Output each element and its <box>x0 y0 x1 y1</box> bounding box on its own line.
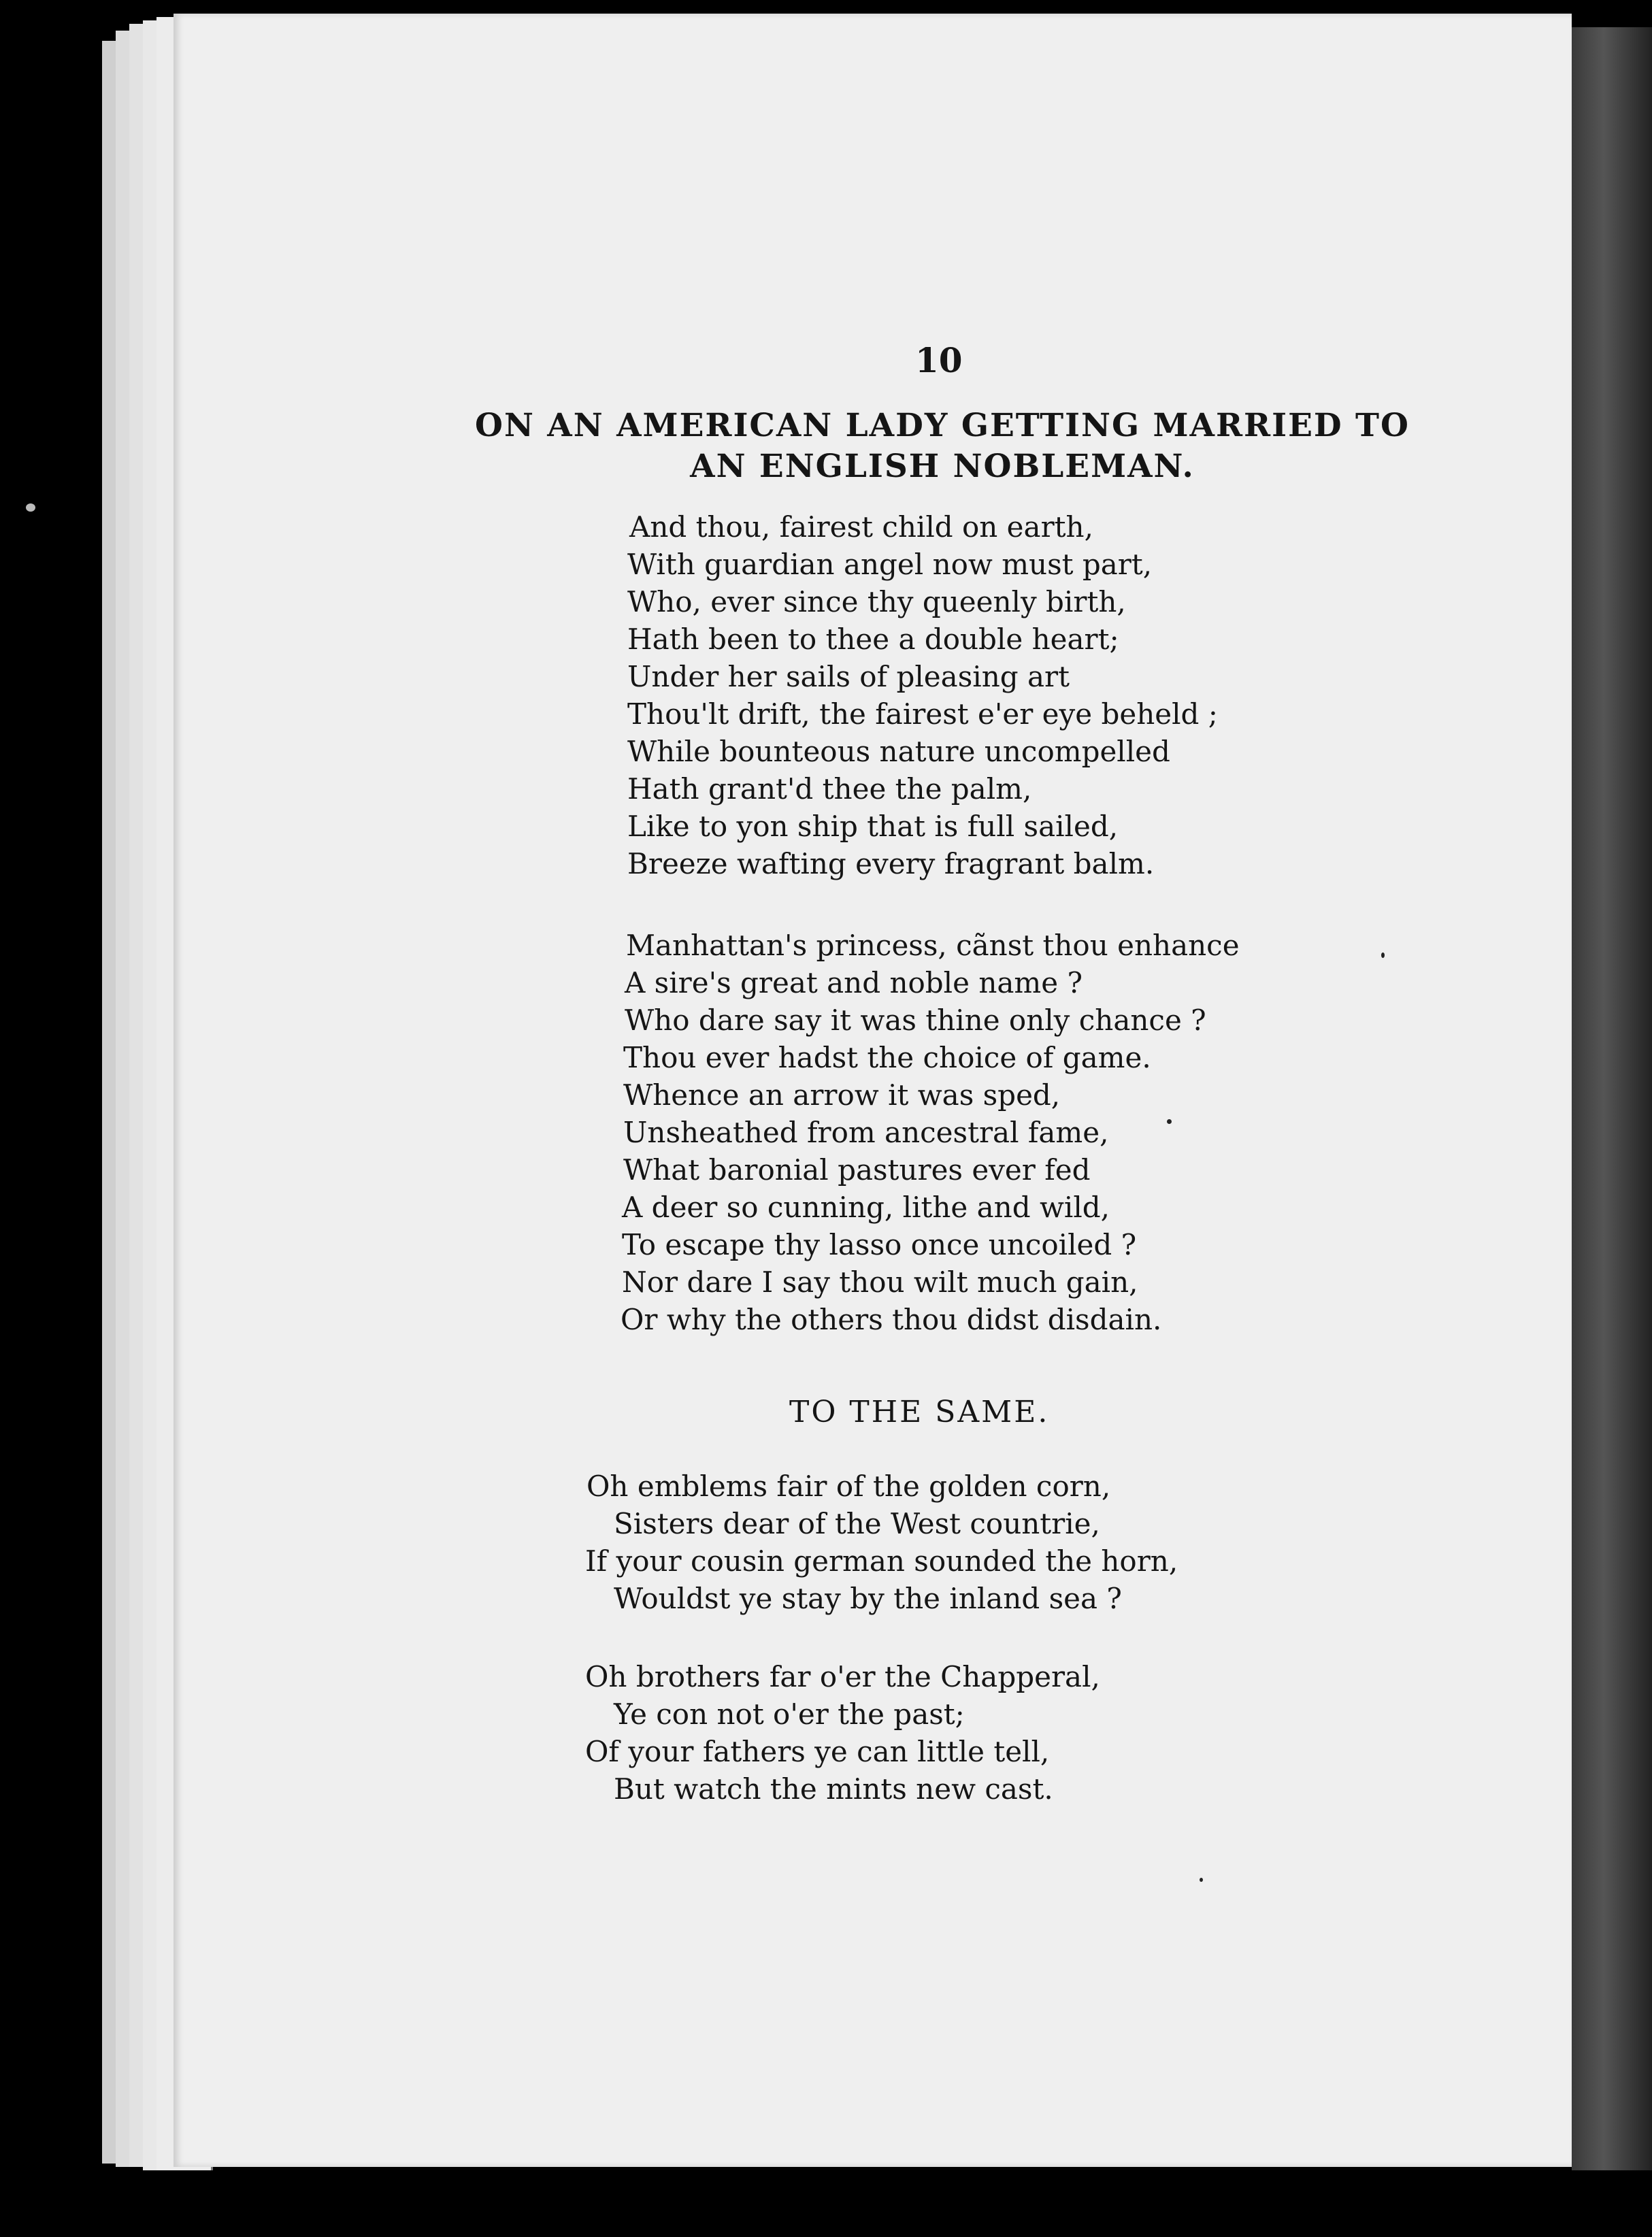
verse-line: Who, ever since thy queenly birth, <box>627 585 1126 618</box>
book-spine <box>1572 27 1652 2170</box>
verse-line: Of your fathers ye can little tell, <box>585 1735 1050 1768</box>
verse-line: Manhattan's princess, cãnst thou enhance <box>626 929 1240 962</box>
verse-line: But watch the mints new cast. <box>614 1772 1053 1806</box>
verse-line: With guardian angel now must part, <box>627 548 1153 581</box>
verse-line: Oh brothers far o'er the Chapperal, <box>585 1660 1100 1693</box>
scan-speck <box>26 503 35 512</box>
verse-line: And thou, fairest child on earth, <box>629 510 1093 544</box>
verse-line: Hath grant'd thee the palm, <box>627 772 1032 806</box>
verse-line: Breeze wafting every fragrant balm. <box>627 847 1155 880</box>
poem-title-line-1: ON AN AMERICAN LADY GETTING MARRIED TO <box>475 407 1410 444</box>
verse-line: While bounteous nature uncompelled <box>627 735 1170 768</box>
verse-line: Ye con not o'er the past; <box>614 1697 965 1731</box>
verse-line: A sire's great and noble name ? <box>625 966 1083 999</box>
verse-line: Thou'lt drift, the fairest e'er eye beheld ; <box>627 697 1218 731</box>
poem-title-line-2: AN ENGLISH NOBLEMAN. <box>690 448 1195 485</box>
page-number: 10 <box>915 340 963 380</box>
verse-line: Like to yon ship that is full sailed, <box>627 810 1119 843</box>
verse-line: Hath been to thee a double heart; <box>627 623 1119 656</box>
verse-line: Wouldst ye stay by the inland sea ? <box>614 1582 1122 1615</box>
scan-speck <box>1381 952 1385 958</box>
verse-line: Oh emblems fair of the golden corn, <box>587 1470 1111 1503</box>
verse-line: If your cousin german sounded the horn, <box>585 1544 1178 1578</box>
verse-line: Unsheathed from ancestral fame, <box>623 1116 1109 1149</box>
verse-line: A deer so cunning, lithe and wild, <box>622 1191 1110 1224</box>
verse-line: What baronial pastures ever fed <box>623 1153 1091 1187</box>
verse-line: To escape thy lasso once uncoiled ? <box>622 1228 1137 1261</box>
scan-speck <box>1200 1878 1203 1882</box>
scan-speck <box>1167 1119 1172 1124</box>
verse-line: Who dare say it was thine only chance ? <box>625 1004 1206 1037</box>
verse-line: Nor dare I say thou wilt much gain, <box>622 1265 1138 1299</box>
section-subtitle: TO THE SAME. <box>789 1395 1050 1429</box>
verse-line: Under her sails of pleasing art <box>627 660 1070 693</box>
verse-line: Thou ever hadst the choice of game. <box>623 1041 1151 1074</box>
verse-line: Sisters dear of the West countrie, <box>614 1507 1100 1540</box>
verse-line: Or why the others thou didst disdain. <box>621 1303 1162 1336</box>
verse-line: Whence an arrow it was sped, <box>623 1078 1061 1112</box>
